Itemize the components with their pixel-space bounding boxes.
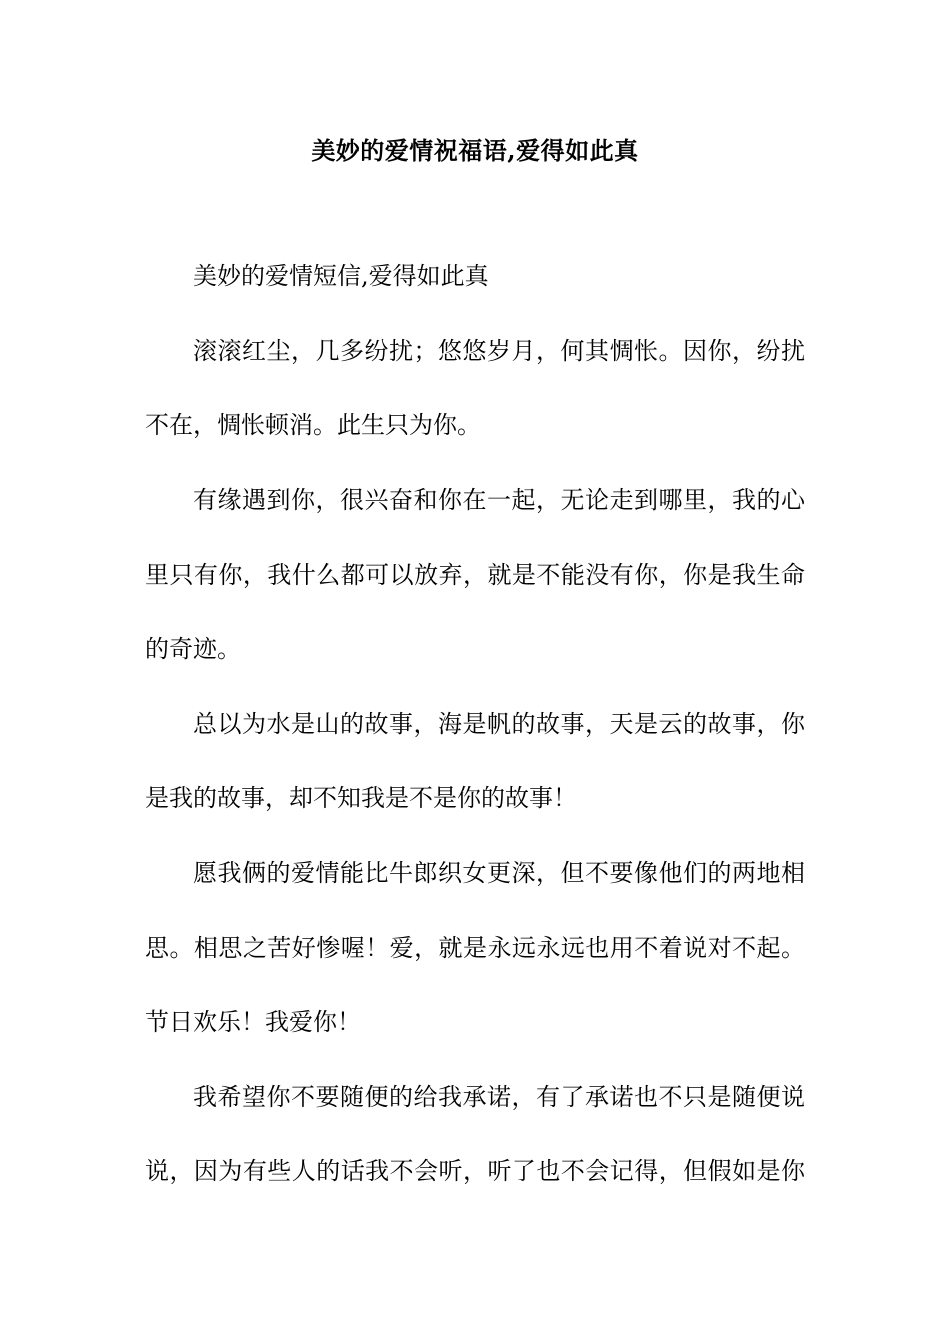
- paragraph-line: 的奇迹。: [145, 635, 241, 663]
- paragraph-line: 是我的故事，却不知我是不是你的故事！: [145, 784, 577, 812]
- paragraph-line: 总以为水是山的故事，海是帆的故事，天是云的故事，你: [193, 710, 805, 738]
- paragraph-line: 我希望你不要随便的给我承诺，有了承诺也不只是随便说: [193, 1083, 805, 1111]
- paragraph-line: 滚滚红尘，几多纷扰；悠悠岁月，何其惆怅。因你，纷扰: [193, 337, 805, 365]
- paragraph-line: 思。相思之苦好惨喔！爱，就是永远永远也用不着说对不起。: [145, 934, 805, 962]
- paragraph-line: 美妙的爱情短信,爱得如此真: [193, 262, 489, 290]
- paragraph-line: 愿我俩的爱情能比牛郎织女更深，但不要像他们的两地相: [193, 859, 805, 887]
- paragraph-line: 不在，惆怅顿消。此生只为你。: [145, 411, 481, 439]
- paragraph-line: 说，因为有些人的话我不会听，听了也不会记得，但假如是你: [145, 1157, 805, 1185]
- paragraph-line: 节日欢乐！我爱你！: [145, 1008, 361, 1036]
- paragraph-line: 里只有你，我什么都可以放弃，就是不能没有你，你是我生命: [145, 561, 805, 589]
- document-title: 美妙的爱情祝福语,爱得如此真: [311, 136, 639, 165]
- paragraph-line: 有缘遇到你，很兴奋和你在一起，无论走到哪里，我的心: [193, 486, 805, 514]
